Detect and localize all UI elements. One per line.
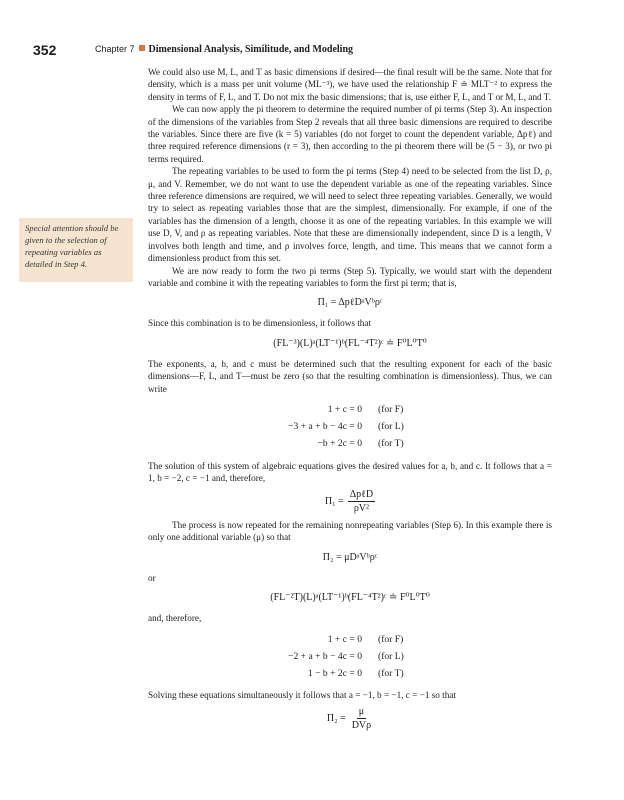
equation-dims-1: (FL⁻³)(L)ᵃ(LT⁻¹)ᵇ(FL⁻⁴T²)ᶜ ≐ F⁰L⁰T⁰ [273,337,427,349]
pi2-fraction [350,706,373,732]
running-head [95,44,353,55]
equation-expression: 1 − b + 2c = 0 [307,667,362,679]
square-bullet-icon [139,45,145,51]
equation-row [148,436,552,453]
paragraph-7: The solution of this system of algebraic equations gives the desired values for a, b, and c. It follows that a = 1, b = −2, c = −1 and, therefore, [148,460,552,484]
equation-tag: (for L) [378,421,404,433]
chapter-title: Dimensional Analysis, Similitude, and Modeling [148,44,354,55]
paragraph-10: and, therefore, [148,612,202,623]
equation-tag: (for F) [378,404,404,416]
equation-pi1-form: Π₁ = ΔpℓDᵃVᵇρᶜ [317,297,383,309]
equation-tag: (for T) [378,667,404,679]
equation-tag: (for F) [378,633,404,645]
equation-row [148,631,552,648]
pi1-lhs: Π₁ = [324,495,344,507]
equation-system-2 [148,631,552,682]
equation-tag: (for L) [378,650,404,662]
equation-row [148,648,552,665]
paragraph-6: The exponents, a, b, and c must be determined such that the resulting exponent for each of the basic dimensions—F, L, and T—must be zero (so that the resulting combination is dimensionless). Thus, we can write [148,358,552,394]
pi2-denominator: DVρ [351,719,372,731]
paragraph-8: The process is now repeated for the remaining nonrepeating variables (Step 6). In this example there is only one additional variable (μ) so that [148,519,552,543]
paragraph-9: or [148,572,156,583]
equation-pi2-result [148,706,552,732]
equation-system-1 [148,402,552,453]
equation-row [148,665,552,682]
page-number: 352 [33,42,57,58]
pi2-numerator: μ [358,705,365,717]
equation-pi2-form: Π₂ = μDᵃVᵇρᶜ [322,551,378,563]
paragraph-4: We are now ready to form the two pi terms (Step 5). Typically, we would start with the dependent variable and combine it with the repeating variables to form the first pi term; that is, [148,265,552,288]
chapter-label: Chapter 7 [95,44,135,54]
equation-pi1-result [148,489,552,515]
pi2-lhs: Π₂ = [326,712,346,724]
equation-row [148,419,552,436]
pi1-numerator: ΔpℓD [349,488,374,500]
paragraph-3: The repeating variables to be used to form the pi terms (Step 4) need to be selected from the list D, ρ, μ, and V. Remember, we do not want to use the dependent variable as one of the repeating variables. Since three reference dimensions are required, we will need to select three repeating variables. Generally, we would try to select as repeating variables those that are the simplest, dimensionally. For example, if one of the variables has the dimension of a length, choose it as one of the repeating variables. In this example we will use D, V, and ρ as repeating variables. Note that these are dimensionally independent, since D is a length, V involves both length and time, and ρ involves force, length, and time. This means that we cannot form a dimensionless product from this set. [148,166,552,264]
paragraph-2: We can now apply the pi theorem to determine the required number of pi terms (Step 3). An inspection of the dimensions of the variables from Step 2 reveals that all three basic dimensions are required to describe the variables. Since there are five (k = 5) variables (do not forget to count the dependent variable, Δpℓ) and three required reference dimensions (r = 3), then according to the pi theorem there will be (5 − 3), or two pi terms required. [148,104,552,164]
equation-dims-2: (FL⁻²T)(L)ᵃ(LT⁻¹)ᵇ(FL⁻⁴T²)ᶜ ≐ F⁰L⁰T⁰ [270,591,430,603]
paragraph-5: Since this combination is to be dimensionless, it follows that [148,318,372,329]
equation-row [148,402,552,419]
equation-expression: 1 + c = 0 [327,633,362,645]
paragraph-1: We could also use M, L, and T as basic dimensions if desired—the final result will be the same. Note that for density, which is a mass per unit volume (ML⁻³), we have used the relationship F ≐ MLT⁻² to express the density in terms of F, L, and T. Do not mix the basic dimensions; that is, use either F, L, and T or M, L, and T. [148,67,552,102]
paragraph-11: Solving these equations simultaneously it follows that a = −1, b = −1, c = −1 so that [148,690,456,701]
main-column [148,66,552,736]
page-header [33,42,593,58]
margin-note: Special attention should be given to the selection of repeating variables as detailed in Step 4. [19,218,133,282]
pi1-fraction [348,489,375,515]
equation-tag: (for T) [378,438,404,450]
pi1-denominator: ρV² [353,502,370,514]
equation-expression: −3 + a + b − 4c = 0 [288,421,362,433]
equation-expression: 1 + c = 0 [327,404,362,416]
equation-expression: −b + 2c = 0 [317,438,362,450]
equation-expression: −2 + a + b − 4c = 0 [288,650,362,662]
